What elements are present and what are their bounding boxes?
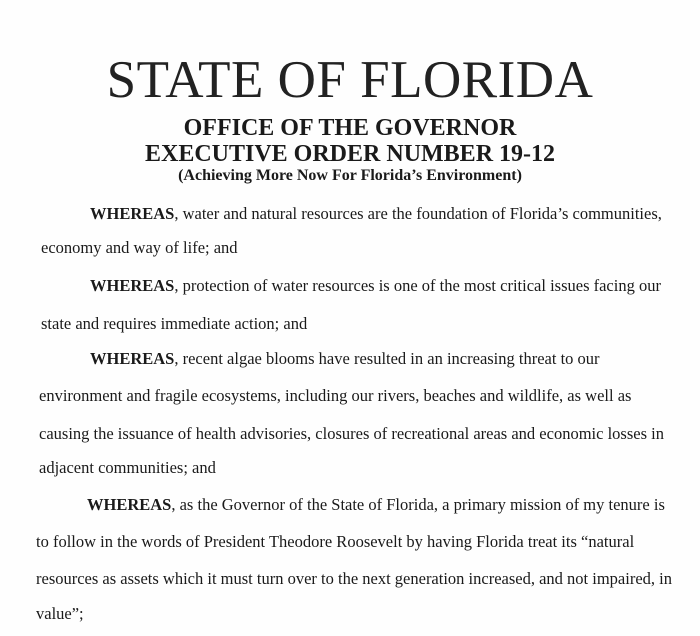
paragraph-text: , water and natural resources are the foundation of Florida’s communities, bbox=[174, 204, 662, 223]
whereas-keyword: WHEREAS bbox=[90, 204, 175, 223]
paragraph-3-line-3: causing the issuance of health advisories, closures of recreational areas and economic losses in bbox=[39, 424, 664, 443]
whereas-keyword: WHEREAS bbox=[87, 495, 172, 514]
paragraph-3-line-2: environment and fragile ecosystems, including our rivers, beaches and wildlife, as well as bbox=[39, 386, 632, 405]
whereas-keyword: WHEREAS bbox=[90, 349, 175, 368]
order-subtitle: (Achieving More Now For Florida’s Environment) bbox=[178, 167, 522, 184]
paragraph-4-line-4: value”; bbox=[36, 604, 84, 623]
paragraph-4-line-3: resources as assets which it must turn over to the next generation increased, and not impaired, in bbox=[36, 569, 672, 588]
document-title: STATE OF FLORIDA bbox=[106, 51, 594, 109]
paragraph-4-line-2: to follow in the words of President Theodore Roosevelt by having Florida treat its “natural bbox=[36, 532, 635, 551]
paragraph-3-line-1 bbox=[90, 349, 600, 369]
office-heading: OFFICE OF THE GOVERNOR bbox=[183, 115, 517, 141]
paragraph-2-line-1 bbox=[90, 276, 661, 296]
whereas-keyword: WHEREAS bbox=[90, 276, 175, 295]
paragraph-3-line-4: adjacent communities; and bbox=[39, 458, 216, 477]
paragraph-text: , protection of water resources is one of the most critical issues facing our bbox=[174, 276, 661, 295]
paragraph-2-line-2: state and requires immediate action; and bbox=[41, 314, 308, 333]
paragraph-1-line-2: economy and way of life; and bbox=[41, 238, 238, 257]
paragraph-text: , recent algae blooms have resulted in an increasing threat to our bbox=[174, 349, 600, 368]
paragraph-4-line-1 bbox=[87, 495, 665, 515]
order-number-heading: EXECUTIVE ORDER NUMBER 19-12 bbox=[144, 141, 556, 167]
paragraph-text: , as the Governor of the State of Florida, a primary mission of my tenure is bbox=[171, 495, 665, 514]
paragraph-1-line-1 bbox=[90, 204, 662, 224]
